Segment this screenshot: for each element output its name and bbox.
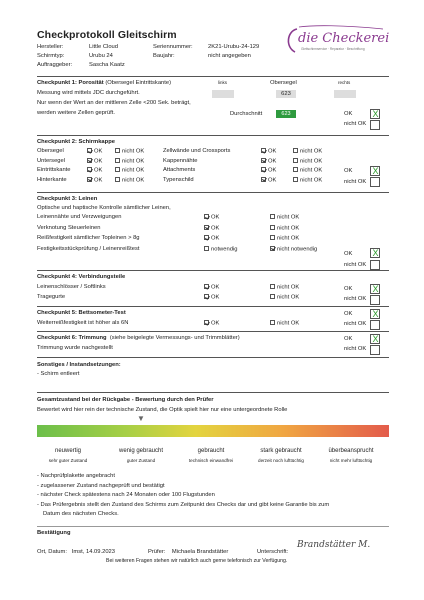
condition-note: Datum des nächsten Checks. xyxy=(43,511,119,517)
scale-desc: sehr guter Zustand xyxy=(48,458,88,463)
cp3-nichtok-checkbox[interactable] xyxy=(370,260,380,270)
cp2-right-ok-label: OK xyxy=(268,167,277,174)
cp5-title: Checkpunkt 5: Bettsometer-Test xyxy=(37,310,126,316)
scale-label: stark gebraucht xyxy=(260,448,302,454)
cp2-ok-checkbox[interactable]: X xyxy=(370,166,380,176)
cp3-row-nicht-notwendig-label: nicht notwendig xyxy=(277,246,318,252)
cp5-nichtok-checkbox[interactable] xyxy=(370,320,380,330)
condition-note: - Nachprüfplakette angebracht xyxy=(37,473,115,479)
cp2-left-ok xyxy=(87,167,102,175)
checkbox-checked-icon[interactable] xyxy=(87,158,92,163)
ort-datum: Ort, Datum: Imst, 14.09.2023 xyxy=(37,549,115,555)
cp2-right-item: Attachments xyxy=(163,167,196,173)
cp2-left-ok xyxy=(87,177,102,185)
baujahr-value: nicht angegeben xyxy=(208,53,251,59)
cp4-row-nichtok xyxy=(270,284,299,292)
checkbox-checked-icon[interactable] xyxy=(261,167,266,172)
cp3-row-ok-label: OK xyxy=(211,214,220,221)
checkbox-checked-icon[interactable] xyxy=(87,148,92,153)
cp5-ok-checkbox[interactable]: X xyxy=(370,309,380,319)
checkbox-icon[interactable] xyxy=(293,167,298,172)
cp2-right-nichtok xyxy=(293,148,322,156)
cp6-row: Trimmung wurde nachgestellt xyxy=(37,345,113,351)
cp4-row-ok-label: OK xyxy=(211,284,220,291)
cp3-title: Checkpunkt 3: Leinen xyxy=(37,196,98,202)
cp3-row-nichtok xyxy=(270,214,299,222)
cp2-right-ok-label: OK xyxy=(268,158,277,164)
cp1-title: Checkpunkt 1: Porosität (Obersegel Eintrittskante) xyxy=(37,80,172,86)
cp1-avg-label: Durchschnitt xyxy=(230,111,263,117)
cp4-row-nichtok xyxy=(270,294,299,302)
divider xyxy=(37,331,389,332)
cp3-intro: Optische und haptische Kontrolle sämtlicher Leinen, xyxy=(37,205,171,211)
cp2-left-ok xyxy=(87,158,102,166)
cp2-right-ok xyxy=(261,167,276,175)
logo-name: die Checkerei xyxy=(298,31,390,46)
logo-tagline: Gleitschirmservice · Reparatur · Beschriftung xyxy=(301,47,365,51)
cp5-row: Weiterreißfestigkeit ist höher als 6N xyxy=(37,320,129,326)
checkbox-icon[interactable] xyxy=(204,246,209,251)
cp3-row: Verknotung Steuerleinen xyxy=(37,224,101,231)
cp1-ok-checkbox[interactable]: X xyxy=(370,109,380,119)
checkbox-checked-icon[interactable] xyxy=(204,235,209,240)
checkbox-checked-icon[interactable] xyxy=(261,158,266,163)
cp2-right-ok-label: OK xyxy=(268,177,277,183)
cp2-left-ok-label: OK xyxy=(94,158,103,164)
cp6-nichtok-checkbox[interactable] xyxy=(370,345,380,355)
checkbox-icon[interactable] xyxy=(293,177,298,182)
gesamt-title: Gesamtzustand bei der Rückgabe - Bewertung durch den Prüfer xyxy=(37,397,214,403)
footer-note: Bei weiteren Fragen stehen wir natürlich auch gerne telefonisch zur Verfügung. xyxy=(106,558,288,564)
condition-note: - Das Prüfergebnis stellt den Zustand des Schirms zum Zeitpunkt des Checks dar und gibt keine Garantie bis zum xyxy=(37,501,330,508)
checkbox-checked-icon[interactable] xyxy=(261,177,266,182)
cp2-right-item: Kappennähte xyxy=(163,157,198,164)
cp5-nichtok: nicht OK xyxy=(270,320,299,328)
signature: Brandstätter M. xyxy=(297,540,371,550)
divider xyxy=(37,357,389,358)
cp4-row-nichtok-label: nicht OK xyxy=(277,284,300,291)
schirmtyp-value: Urubu 24 xyxy=(89,53,113,59)
checkbox-checked-icon[interactable] xyxy=(87,167,92,172)
checkbox-checked-icon[interactable] xyxy=(204,294,209,299)
cp2-right-item: Zellwände und Crossports xyxy=(163,148,231,154)
cp2-right-nichtok xyxy=(293,177,322,185)
cp4-ok-checkbox[interactable]: X xyxy=(370,284,380,294)
cp2-ok-label: OK xyxy=(344,168,353,174)
scale-desc: nicht mehr lufttüchtig xyxy=(329,458,373,463)
schirmtyp-label: Schirmtyp: xyxy=(37,53,65,59)
scale-desc: technisch einwandfrei xyxy=(188,458,234,463)
cp1-ok-label: OK xyxy=(344,111,353,117)
checkbox-icon[interactable] xyxy=(115,158,120,163)
cp1-line1: Messung wird mittels JDC durchgeführt. xyxy=(37,90,140,96)
cp2-left-ok xyxy=(87,148,102,156)
hersteller-label: Hersteller: xyxy=(37,44,64,50)
cp5-ok-label: OK xyxy=(344,311,353,317)
cp6-ok-checkbox[interactable]: X xyxy=(370,334,380,344)
cp2-right-nichtok-label: nicht OK xyxy=(300,158,323,164)
checkbox-icon[interactable] xyxy=(115,167,120,172)
checkbox-checked-icon[interactable] xyxy=(261,148,266,153)
cp3-row: Leinennähte und Verzweigungen xyxy=(37,214,122,220)
cp4-ok-label: OK xyxy=(344,286,353,292)
page-title: Checkprotokoll Gleitschirm xyxy=(37,29,177,41)
cp4-row-nichtok-label: nicht OK xyxy=(277,294,300,301)
checkbox-checked-icon[interactable] xyxy=(204,225,209,230)
cp4-nichtok-label: nicht OK xyxy=(344,296,367,302)
cp4-row: Leinenschlösser / Softlinks xyxy=(37,284,106,290)
cp2-left-item: Eintrittskante xyxy=(37,167,71,173)
cp1-col-links: links xyxy=(218,80,228,85)
scale-desc: derzeit noch lufttüchtig xyxy=(258,458,304,463)
condition-scale-bar xyxy=(37,425,389,437)
cp5-ok: OK xyxy=(204,320,219,328)
serien-label: Seriennummer: xyxy=(153,44,193,50)
checkbox-checked-icon[interactable] xyxy=(204,320,209,325)
rating-arrow-icon: ▼ xyxy=(137,414,145,423)
cp2-left-nichtok xyxy=(115,148,144,156)
logo xyxy=(283,25,397,55)
cp2-left-item: Hinterkante xyxy=(37,176,67,183)
checkbox-checked-icon[interactable] xyxy=(270,246,275,251)
sonstiges-title: Sonstiges / Instandsetzungen: xyxy=(37,362,121,368)
pruefer: Prüfer: Michaela Brandstätter xyxy=(148,549,229,555)
cp2-left-nichtok-label: nicht OK xyxy=(122,148,145,155)
cp2-left-nichtok-label: nicht OK xyxy=(122,177,145,183)
serien-value: 2K21-Urubu-24-129 xyxy=(208,44,260,50)
cp2-right-nichtok-label: nicht OK xyxy=(300,177,323,183)
gesamt-subtitle: Bewertet wird hier rein der technische Zustand, die Optik spielt hier nur eine untergeordnete Rolle xyxy=(37,407,288,413)
cp3-row-nichtok-label: nicht OK xyxy=(277,235,300,242)
cp2-left-nichtok xyxy=(115,177,144,185)
checkbox-icon[interactable] xyxy=(270,320,275,325)
cp1-nichtok-label: nicht OK xyxy=(344,121,367,127)
cp2-left-nichtok-label: nicht OK xyxy=(122,167,145,174)
divider xyxy=(37,392,389,393)
baujahr-label: Baujahr: xyxy=(153,53,175,59)
condition-note: - nächster Check spätestens nach 24 Monaten oder 100 Flugstunden xyxy=(37,492,215,498)
checkbox-icon[interactable] xyxy=(293,148,298,153)
cp3-ok-label: OK xyxy=(344,251,353,257)
cp2-left-nichtok xyxy=(115,158,144,166)
cp3-row: Festigkeitsstückprüfung / Leinenreißtest xyxy=(37,245,140,252)
cp1-right-cell xyxy=(334,90,356,98)
cp1-col-obersegel: Obersegel xyxy=(270,80,297,86)
cp3-ok-checkbox[interactable]: X xyxy=(370,248,380,258)
cp4-nichtok-checkbox[interactable] xyxy=(370,295,380,305)
checkbox-icon[interactable] xyxy=(115,148,120,153)
cp2-right-ok xyxy=(261,177,276,185)
cp2-left-nichtok-label: nicht OK xyxy=(122,158,145,164)
cp3-row-ok-label: OK xyxy=(211,225,220,231)
cp3-row-nichtok-label: nicht OK xyxy=(277,214,300,221)
checkbox-icon[interactable] xyxy=(270,225,275,230)
cp4-row: Tragegurte xyxy=(37,294,66,300)
cp3-row-ok xyxy=(204,235,219,243)
checkbox-checked-icon[interactable] xyxy=(87,177,92,182)
unterschrift-label: Unterschrift: xyxy=(257,549,289,555)
cp2-right-nichtok-label: nicht OK xyxy=(300,167,323,174)
cp2-right-nichtok xyxy=(293,167,322,175)
cp2-right-nichtok xyxy=(293,158,322,166)
cp2-right-ok xyxy=(261,158,276,166)
cp1-mid-cell: 623 xyxy=(276,90,296,98)
cp1-nichtok-checkbox[interactable] xyxy=(370,120,380,130)
hersteller-value: Little Cloud xyxy=(89,44,119,50)
scale-label: gebraucht xyxy=(197,448,225,454)
cp1-line3: werden weitere Zellen geprüft. xyxy=(37,110,115,116)
divider xyxy=(37,306,389,307)
cp6-ok-label: OK xyxy=(344,336,353,342)
cp1-left-cell xyxy=(212,90,234,98)
cp2-nichtok-label: nicht OK xyxy=(344,179,367,185)
cp2-right-nichtok-label: nicht OK xyxy=(300,148,323,155)
cp2-left-nichtok xyxy=(115,167,144,175)
condition-note: - zugelassener Zustand nachgeprüft und bestätigt xyxy=(37,482,165,489)
cp4-title: Checkpunkt 4: Verbindungsteile xyxy=(37,274,126,280)
checkbox-icon[interactable] xyxy=(270,294,275,299)
cp4-row-ok xyxy=(204,284,219,292)
scale-desc: guter Zustand xyxy=(126,458,156,463)
checkbox-icon[interactable] xyxy=(115,177,120,182)
cp3-row: Reißfestigkeit sämtlicher Topleinen > 8g xyxy=(37,235,140,241)
checkbox-icon[interactable] xyxy=(270,214,275,219)
cp4-row-ok-label: OK xyxy=(211,294,220,301)
cp3-row-ok xyxy=(204,214,219,222)
scale-label: wenig gebraucht xyxy=(118,448,164,454)
cp1-line2: Nur wenn der Wert an der mittleren Zelle <200 Sek. beträgt, xyxy=(37,100,191,106)
divider xyxy=(37,526,389,527)
cp2-left-item: Untersegel xyxy=(37,157,66,164)
cp2-right-ok-label: OK xyxy=(268,148,277,155)
scale-label: überbeansprucht xyxy=(328,448,374,454)
cp2-left-item: Obersegel xyxy=(37,148,64,154)
sonstiges-text: - Schirm entleert xyxy=(37,371,80,377)
cp2-right-item: Typenschild xyxy=(163,176,194,183)
cp2-title: Checkpunkt 2: Schirmkappe xyxy=(37,139,115,145)
cp6-nichtok-label: nicht OK xyxy=(344,346,367,352)
cp3-row-ok xyxy=(204,225,219,233)
checkbox-icon[interactable] xyxy=(270,235,275,240)
divider xyxy=(37,76,389,77)
divider xyxy=(37,270,389,271)
checkbox-icon[interactable] xyxy=(293,158,298,163)
cp3-row-nichtok xyxy=(270,225,299,233)
cp1-col-rechts: rechts xyxy=(338,80,351,85)
cp2-left-ok-label: OK xyxy=(94,167,103,174)
scale-label: neuwertig xyxy=(54,448,81,454)
cp2-right-ok xyxy=(261,148,276,156)
divider xyxy=(37,135,389,136)
checkbox-icon[interactable] xyxy=(270,284,275,289)
cp2-nichtok-checkbox[interactable] xyxy=(370,177,380,187)
cp5-nichtok-label: nicht OK xyxy=(344,321,367,327)
cp3-row-nichtok-label: nicht OK xyxy=(277,225,300,231)
bestaetigung-title: Bestätigung xyxy=(37,530,71,536)
cp2-left-ok-label: OK xyxy=(94,148,103,155)
cp4-row-ok xyxy=(204,294,219,302)
cp3-row-nicht-notwendig xyxy=(270,246,317,254)
cp3-row-nichtok xyxy=(270,235,299,243)
divider xyxy=(37,192,389,193)
auftraggeber-value: Sascha Kaatz xyxy=(89,62,125,68)
checkbox-checked-icon[interactable] xyxy=(204,284,209,289)
cp3-nichtok-label: nicht OK xyxy=(344,262,367,268)
checkbox-checked-icon[interactable] xyxy=(204,214,209,219)
cp3-row-notwendig-label: notwendig xyxy=(211,246,238,252)
cp6-title: Checkpunkt 6: Trimmung (siehe beigelegte Vermessungs- und Trimmblätter) xyxy=(37,335,240,341)
cp2-left-ok-label: OK xyxy=(94,177,103,183)
cp3-row-ok-label: OK xyxy=(211,235,220,242)
cp1-avg-value: 623 xyxy=(276,110,296,118)
auftraggeber-label: Auftraggeber: xyxy=(37,62,73,68)
cp3-row-notwendig xyxy=(204,246,237,254)
